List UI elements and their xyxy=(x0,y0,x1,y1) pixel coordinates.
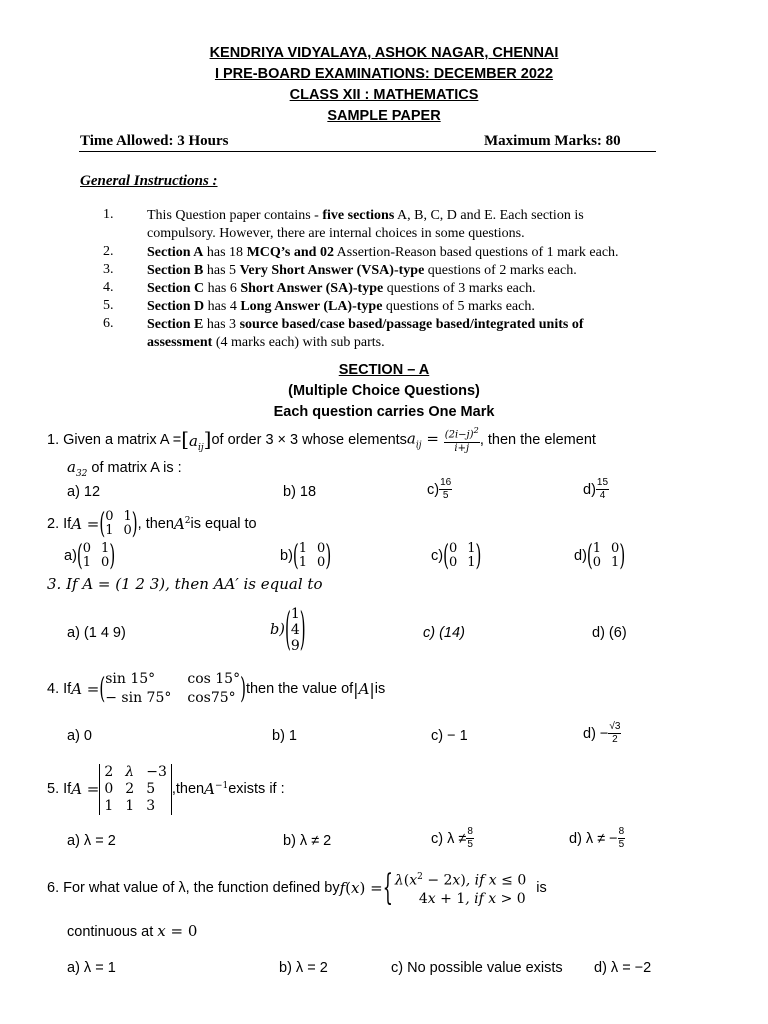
question-text: then the value of xyxy=(245,681,354,697)
question-text: is equal to xyxy=(190,516,257,532)
question-text: of matrix A is : xyxy=(87,460,182,476)
question-text: 1. Given a matrix A = xyxy=(47,432,182,448)
question-text: is xyxy=(536,880,547,896)
option-d[interactable]: d) − $\frac{√3}{2}$ xyxy=(583,721,621,745)
time-allowed: Time Allowed: 3 Hours xyxy=(80,133,229,149)
instruction-text: has 18 xyxy=(203,245,247,260)
question-text: 5. If xyxy=(47,781,72,797)
element-formula: $a_{ij}$ = $\frac{(2i-j)^2}{i+j}$ xyxy=(406,425,479,454)
question-text: 6. For what value of λ, the function defined by xyxy=(47,880,340,896)
fraction-denominator: 5 xyxy=(442,490,449,501)
instruction-number: 3. xyxy=(103,262,114,277)
option-a[interactable]: a) 12 xyxy=(67,484,101,500)
piecewise-brace: { xyxy=(382,866,393,908)
instruction-text: (4 marks each) with sub parts. xyxy=(212,335,385,350)
section-note: Each question carries One Mark xyxy=(273,404,495,420)
option-c[interactable]: c) − 1 xyxy=(431,728,468,744)
option-b[interactable]: b) λ ≠ 2 xyxy=(283,833,332,849)
question-6: 6. For what value of λ, the function defined by f(x) = { $\lambda(x^2 - 2x)$, if x ≤ 0 4x + 1, if x > 0 is xyxy=(47,866,547,908)
option-label: d) xyxy=(583,481,596,498)
instruction-text: has 6 xyxy=(204,281,241,296)
option-c[interactable]: c) No possible value exists xyxy=(391,960,563,976)
option-label: d) − xyxy=(583,725,609,742)
instruction-text: This Question paper contains - xyxy=(147,208,323,223)
instruction-item xyxy=(147,207,647,243)
question-1 xyxy=(47,426,596,454)
instruction-number: 6. xyxy=(103,316,114,331)
instruction-emphasis: Section C xyxy=(147,281,205,296)
question-2: 2. If A = ( 0 1 1 0 ) , then $A^2$ is equal to xyxy=(47,505,257,541)
question-text: , then xyxy=(137,516,174,532)
instruction-text: questions of 3 marks each. xyxy=(383,281,536,296)
option-c[interactable]: c) (14) xyxy=(423,625,465,641)
question-text: of order 3 × 3 whose elements xyxy=(211,432,407,448)
option-a[interactable]: a) ( 0 1 1 0 ) xyxy=(64,537,116,573)
instruction-emphasis: Section A xyxy=(147,245,204,260)
option-label: c) λ ≠ xyxy=(431,830,467,847)
matrix-A: ( 0 1 1 0 ) xyxy=(99,505,138,541)
instruction-item xyxy=(147,298,535,316)
fraction-denominator: 4 xyxy=(599,490,606,501)
option-label: a) xyxy=(64,548,77,564)
instruction-emphasis: Section B xyxy=(147,263,204,278)
instruction-text: A, B, C, D and E. Each section is compulsory. However, there are internal choices in some questions. xyxy=(147,208,584,241)
instruction-text: questions of 5 marks each. xyxy=(382,299,535,314)
instruction-emphasis: MCQ’s and 02 xyxy=(246,245,334,260)
instruction-item xyxy=(147,262,577,280)
instruction-number: 2. xyxy=(103,244,114,259)
instruction-emphasis: Section D xyxy=(147,299,205,314)
question-1-cont xyxy=(67,458,182,479)
option-b[interactable]: b) ( 1 4 9 ) xyxy=(270,601,306,656)
matrix-notation: $[a_{ij}]$ xyxy=(181,427,212,453)
element-a32: $a_{32}$ xyxy=(67,458,88,479)
option-b[interactable]: b) ( 1 0 1 0 ) xyxy=(280,537,332,573)
instruction-item xyxy=(147,244,667,262)
instruction-emphasis: Long Answer (LA)-type xyxy=(240,299,383,314)
instruction-text: has 4 xyxy=(204,299,241,314)
question-text: continuous at xyxy=(67,924,158,940)
instruction-emphasis: Short Answer (SA)-type xyxy=(240,281,384,296)
instruction-number: 5. xyxy=(103,298,114,313)
instruction-emphasis: Section E xyxy=(147,317,204,332)
option-label: c) xyxy=(427,481,440,498)
question-3: 3. If A = (1 2 3), then AA′ is equal to xyxy=(47,575,323,593)
instructions-title: General Instructions : xyxy=(80,173,218,189)
question-6-cont: continuous at x = 0 xyxy=(67,922,198,940)
question-text: 4. If xyxy=(47,681,72,697)
section-subtitle: (Multiple Choice Questions) xyxy=(288,383,480,399)
instruction-number: 1. xyxy=(103,207,114,222)
option-a[interactable]: a) λ = 1 xyxy=(67,960,116,976)
option-a[interactable]: a) (1 4 9) xyxy=(67,625,126,641)
instruction-item xyxy=(147,316,627,352)
option-d[interactable]: d) (6) xyxy=(592,625,627,641)
instruction-item xyxy=(147,280,536,298)
option-label: d) λ ≠ − xyxy=(569,830,618,847)
option-a[interactable]: a) 0 xyxy=(67,728,92,744)
header-rule xyxy=(79,151,656,152)
question-text: , then the element xyxy=(479,432,596,448)
piecewise-cases: $\lambda(x^2 - 2x)$, if x ≤ 0 4x + 1, if x > 0 xyxy=(394,872,527,907)
option-d[interactable] xyxy=(583,478,609,501)
instruction-emphasis: Very Short Answer (VSA)-type xyxy=(239,263,425,278)
instruction-emphasis: source based/case based/passage based/integrated units of assessment xyxy=(147,317,584,350)
question-text: ,then xyxy=(171,781,205,797)
option-b[interactable]: b) λ = 2 xyxy=(279,960,328,976)
option-d[interactable]: d) λ ≠ − $\frac{8}{5}$ xyxy=(569,826,625,850)
option-b[interactable]: b) 1 xyxy=(272,728,297,744)
question-5: 5. If A = 2 λ −3 0 2 5 1 1 3 ,then $A^{-1}$ exists if : xyxy=(47,763,285,814)
option-a[interactable]: a) λ = 2 xyxy=(67,833,116,849)
question-4: 4. If A = ( sin 15° cos 15° − sin 75° cos75° ) then the value of | A | is xyxy=(47,670,386,706)
instruction-number: 4. xyxy=(103,280,114,295)
option-label: c) xyxy=(431,548,444,564)
instruction-text: has 3 xyxy=(203,317,240,332)
option-d[interactable]: d) λ = −2 xyxy=(594,960,652,976)
option-b[interactable]: b) 18 xyxy=(283,484,317,500)
exam-name: I PRE-BOARD EXAMINATIONS: DECEMBER 2022 xyxy=(214,66,554,82)
maximum-marks: Maximum Marks: 80 xyxy=(484,133,621,149)
paper-type: SAMPLE PAPER xyxy=(327,108,441,124)
option-label: b) xyxy=(280,548,293,564)
school-name: KENDRIYA VIDYALAYA, ASHOK NAGAR, CHENNAI xyxy=(209,45,559,61)
class-subject: CLASS XII : MATHEMATICS xyxy=(289,87,479,103)
option-label: b) xyxy=(270,622,285,638)
option-d[interactable]: d) ( 1 0 0 1 ) xyxy=(574,537,626,573)
option-label: d) xyxy=(574,548,587,564)
option-c[interactable]: c) ( 0 1 0 1 ) xyxy=(431,537,482,573)
option-c[interactable]: c) λ ≠ $\frac{8}{5}$ xyxy=(431,826,473,850)
instruction-text: Assertion-Reason based questions of 1 mark each. xyxy=(333,245,619,260)
instruction-text: questions of 2 marks each. xyxy=(424,263,577,278)
instruction-emphasis: five sections xyxy=(322,208,395,223)
fraction-numerator: 16 xyxy=(440,477,452,488)
question-text: exists if : xyxy=(228,781,285,797)
instruction-text: has 5 xyxy=(203,263,240,278)
section-title: SECTION – A xyxy=(338,362,430,378)
matrix-A: ( sin 15° cos 15° − sin 75° cos75° ) xyxy=(99,670,246,706)
question-text: is xyxy=(374,681,386,697)
determinant-A: 2 λ −3 0 2 5 1 1 3 xyxy=(99,764,171,815)
question-text: 2. If xyxy=(47,516,72,532)
fraction-numerator: 15 xyxy=(596,477,609,488)
option-c[interactable] xyxy=(427,478,452,501)
